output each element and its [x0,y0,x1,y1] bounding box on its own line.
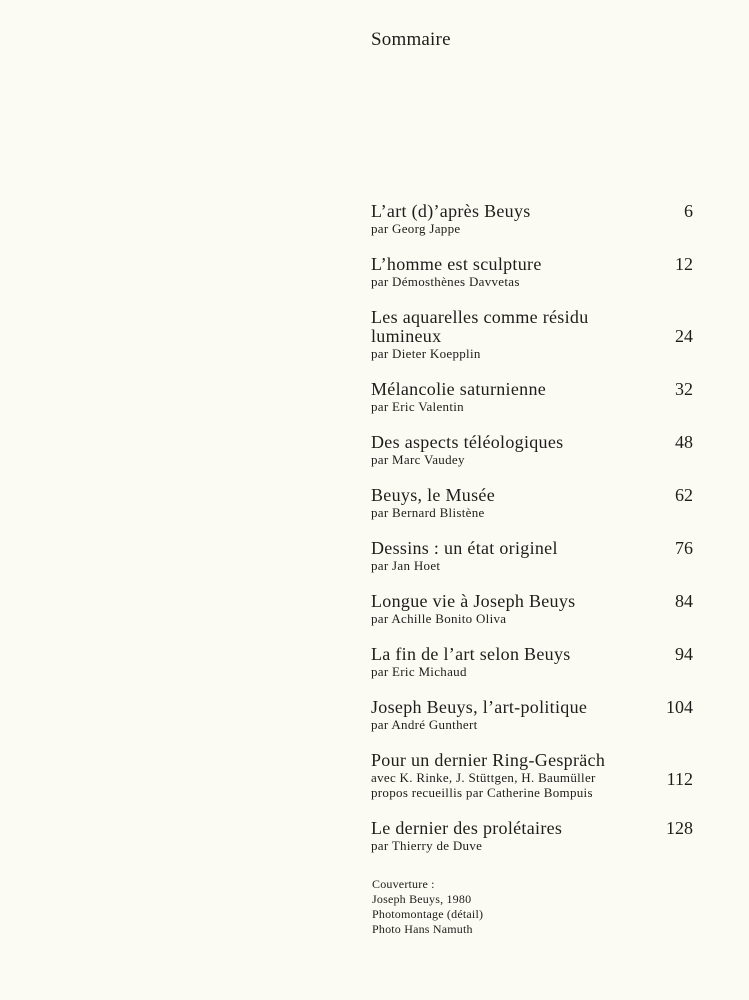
toc-entry[interactable] [371,380,693,414]
entry-page-number: 62 [675,485,693,505]
entry-title: Dessins : un état originel [371,538,558,558]
entry-title: Longue vie à Joseph Beuys [371,591,576,611]
entry-title: Le dernier des prolétaires [371,818,563,838]
entry-title: Les aquarelles comme résidu lumineux [371,307,589,346]
entry-page-number: 48 [675,432,693,452]
entry-page-number: 76 [675,538,693,558]
toc-entry[interactable] [371,592,693,626]
toc-entry[interactable] [371,539,693,573]
entry-author: par Démosthènes Davvetas [371,274,520,289]
entry-page-number: 32 [675,379,693,399]
entry-title: La fin de l’art selon Beuys [371,644,571,664]
entry-title: L’homme est sculpture [371,254,542,274]
toc-entry[interactable] [371,698,693,732]
entry-title: Pour un dernier Ring-Gespräch [371,750,606,770]
cover-photo-credit: Photo Hans Namuth [372,922,473,936]
entry-author: par Thierry de Duve [371,838,483,853]
entry-page-number: 112 [666,769,693,789]
toc-entry[interactable] [371,202,693,236]
entry-page-number: 24 [675,326,693,346]
entry-participants: avec K. Rinke, J. Stüttgen, H. Baumüller [371,770,596,785]
entry-title: Mélancolie saturnienne [371,379,547,399]
entry-author: par Marc Vaudey [371,452,465,467]
toc-entry[interactable] [371,486,693,520]
cover-work: Joseph Beuys, 1980 [372,892,472,906]
cover-label: Couverture : [372,877,435,891]
entry-author: propos recueillis par Catherine Bompuis [371,785,593,800]
table-of-contents [371,202,693,872]
toc-entry[interactable] [371,255,693,289]
entry-page-number: 94 [675,644,693,664]
entry-author: par Achille Bonito Oliva [371,611,507,626]
entry-title: Joseph Beuys, l’art-politique [371,697,588,717]
toc-entry[interactable] [371,308,693,361]
entry-page-number: 84 [675,591,693,611]
page-title: Sommaire [371,29,451,50]
entry-page-number: 6 [684,201,693,221]
toc-entry[interactable] [371,751,693,800]
entry-author: par Jan Hoet [371,558,441,573]
entry-title: L’art (d)’après Beuys [371,201,531,221]
entry-author: par Dieter Koepplin [371,346,481,361]
entry-author: par Eric Valentin [371,399,464,414]
toc-entry[interactable] [371,433,693,467]
entry-title: Beuys, le Musée [371,485,495,505]
entry-author: par Bernard Blistène [371,505,485,520]
toc-entry[interactable] [371,645,693,679]
entry-author: par André Gunthert [371,717,478,732]
entry-title: Des aspects téléologiques [371,432,564,452]
cover-credits [372,877,483,937]
entry-author: par Eric Michaud [371,664,467,679]
cover-technique: Photomontage (détail) [372,907,484,921]
entry-author: par Georg Jappe [371,221,461,236]
entry-page-number: 104 [666,697,693,717]
toc-entry[interactable] [371,819,693,853]
entry-page-number: 12 [675,254,693,274]
entry-page-number: 128 [666,818,693,838]
